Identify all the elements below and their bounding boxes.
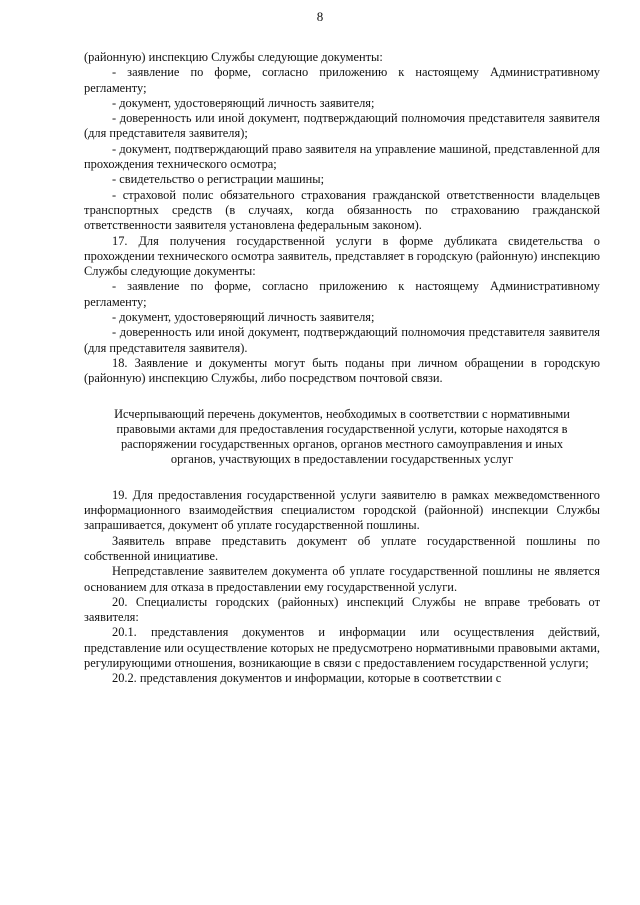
document-body [84, 50, 600, 687]
paragraph: Заявитель вправе представить документ об уплате государственной пошлины по собственной инициативе. [84, 533, 600, 563]
list-item: - заявление по форме, согласно приложению к настоящему Административному регламенту; [84, 279, 600, 309]
list-item: - доверенность или иной документ, подтверждающий полномочия представителя заявителя (для представителя заявителя). [84, 325, 600, 355]
list-item: - страховой полис обязательного страхования гражданской ответственности владельцев транспортных средств (в случаях, когда обязанность по страхованию гражданской ответственности заявителя установлена федеральным законом). [84, 187, 600, 233]
paragraph: 20.1. представления документов и информации или осуществления действий, представление или осуществление которых не предусмотрено нормативными правовыми актами, регулирующими отношения, возникающие в связи с предоставлением государственной услуги; [84, 625, 600, 670]
paragraph: (районную) инспекцию Службы следующие документы: [84, 50, 383, 64]
list-item: - документ, удостоверяющий личность заявителя; [112, 95, 375, 110]
paragraph: 17. Для получения государственной услуги в форме дубликата свидетельства о прохождении технического осмотра заявитель, представляет в городскую (районную) инспекцию Службы следующие документы: [84, 233, 600, 279]
paragraph: Непредставление заявителем документа об уплате государственной пошлины не является основанием для отказа в предоставлении ему государственной услуги. [84, 564, 600, 594]
list-item: - документ, удостоверяющий личность заявителя; [112, 310, 375, 325]
paragraphs-bottom [84, 488, 600, 687]
list-item: - свидетельство о регистрации машины; [112, 172, 325, 187]
paragraph: 20. Специалисты городских (районных) инспекций Службы не вправе требовать от заявителя: [84, 594, 600, 625]
list-item: - заявление по форме, согласно приложению к настоящему Административному регламенту; [84, 65, 600, 95]
paragraph: 20.2. представления документов и информации, которые в соответствии с [112, 671, 502, 686]
paragraph: 18. Заявление и документы могут быть поданы при личном обращении в городскую (районную) инспекцию Службы, либо посредством почтовой связи. [84, 355, 600, 386]
list-item: - доверенность или иной документ, подтверждающий полномочия представителя заявителя (для представителя заявителя); [84, 111, 600, 141]
paragraphs-top [84, 50, 600, 387]
page-number: 8 [316, 9, 324, 24]
paragraph: 19. Для предоставления государственной услуги заявителю в рамках межведомственного информационного взаимодействия специалистом городской (районной) инспекции Службы запрашивается, документ об уплате государственной пошлины. [84, 487, 600, 533]
section-heading: Исчерпывающий перечень документов, необходимых в соответствии с нормативными правовыми актами для предоставления государственной услуги, которые находятся в распоряжении государственных органов, органов местного самоуправления и иных органов, участвующих в предоставлении государственных услуг [114, 406, 570, 467]
list-item: - документ, подтверждающий право заявителя на управление машиной, представленной для прохождения технического осмотра; [84, 141, 600, 172]
